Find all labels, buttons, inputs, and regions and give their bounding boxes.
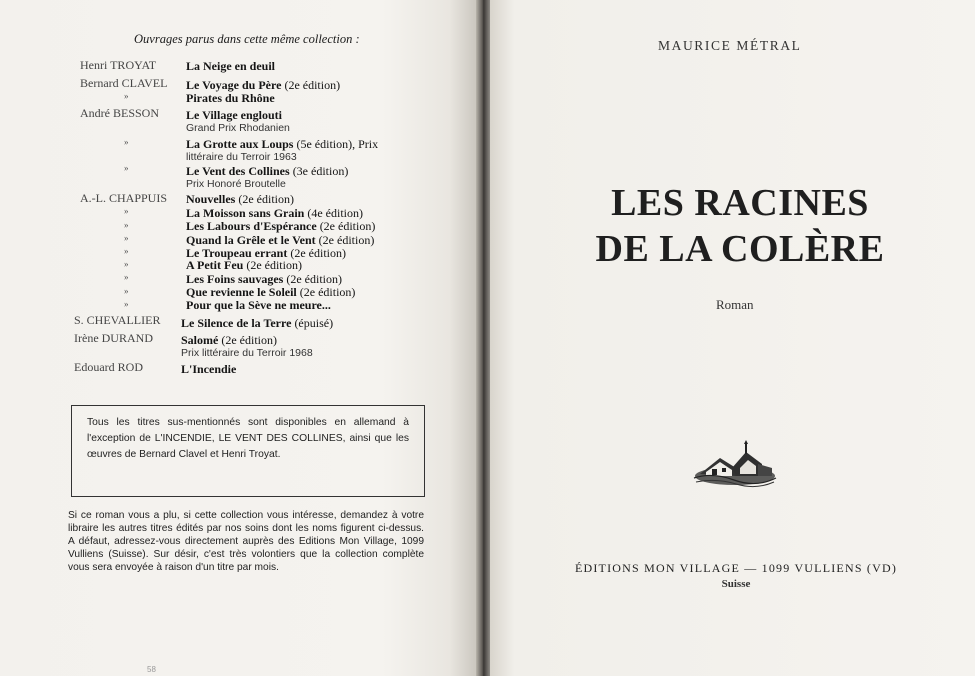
work-title: Pour que la Sève ne meure...	[186, 298, 331, 312]
work-title: Le Village englouti	[186, 108, 282, 122]
work-title: Pirates du Rhône	[186, 91, 275, 105]
collection-heading: Ouvrages parus dans cette même collection :	[134, 32, 360, 46]
work-title: La Moisson sans Grain (4e édition)	[186, 206, 364, 220]
ditto-mark: »	[124, 233, 129, 243]
book-title-line-2: DE LA COLÈRE	[595, 228, 885, 270]
author-name: Henri TROYAT	[80, 58, 157, 72]
work-title: La Neige en deuil	[186, 59, 275, 73]
village-house-icon	[692, 438, 778, 488]
work-title: Le Troupeau errant (2e édition)	[186, 246, 346, 260]
author-name: Irène DURAND	[74, 331, 153, 345]
book-title-line-1: LES RACINES	[611, 182, 869, 224]
publisher-line: ÉDITIONS MON VILLAGE — 1099 VULLIENS (VD)	[574, 561, 898, 575]
work-title: Le Vent des Collines (3e édition)	[186, 164, 349, 178]
work-title: L'Incendie	[181, 362, 237, 376]
author-name: André BESSON	[80, 106, 160, 120]
page-number: 58	[147, 665, 156, 674]
book-title	[560, 180, 920, 272]
ditto-mark: »	[124, 259, 129, 269]
work-title: Que revienne le Soleil (2e édition)	[186, 285, 356, 299]
work-title: Les Labours d'Espérance (2e édition)	[186, 219, 376, 233]
ditto-mark: »	[124, 299, 129, 309]
work-title: Le Silence de la Terre (épuisé)	[181, 316, 334, 330]
author-name: S. CHEVALLIER	[74, 313, 161, 327]
work-award: Prix littéraire du Terroir 1968	[181, 347, 313, 359]
author-name: Bernard CLAVEL	[80, 76, 168, 90]
works-list	[0, 0, 478, 400]
work-award: Grand Prix Rhodanien	[186, 122, 290, 134]
publisher-country: Suisse	[721, 578, 751, 590]
order-paragraph: Si ce roman vous a plu, si cette collection vous intéresse, demandez à votre libraire les autres titres édités par nos soins dont les noms figurent ci-dessus. A défaut, adressez-vous directement auprès des Editions Mon Village, 1099 Vulliens (Suisse). Sur désir, c'est très volontiers que la collection complète vous sera envoyée à raison d'un titre par mois.	[68, 510, 424, 573]
availability-note: Tous les titres sus-mentionnés sont disponibles en allemand à l'exception de L'INCENDIE, LE VENT DES COLLINES, ainsi que les œuvres de Bernard Clavel et Henri Troyat.	[87, 417, 409, 460]
work-title: Quand la Grêle et le Vent (2e édition)	[186, 233, 375, 247]
ditto-mark: »	[124, 163, 129, 173]
ditto-mark: »	[124, 137, 129, 147]
work-title: A Petit Feu (2e édition)	[186, 258, 302, 272]
ditto-mark: »	[124, 286, 129, 296]
ditto-mark: »	[124, 91, 129, 101]
work-title: Salomé (2e édition)	[181, 333, 277, 347]
ditto-mark: »	[124, 246, 129, 256]
work-title: Le Voyage du Père (2e édition)	[186, 78, 341, 92]
work-title: Nouvelles (2e édition)	[186, 192, 294, 206]
author-name: A.-L. CHAPPUIS	[80, 191, 168, 205]
ditto-mark: »	[124, 220, 129, 230]
book-author: MAURICE MÉTRAL	[658, 38, 802, 53]
work-title: La Grotte aux Loups (5e édition), Prix	[186, 137, 379, 151]
ditto-mark: »	[124, 206, 129, 216]
author-name: Edouard ROD	[74, 360, 143, 374]
book-genre: Roman	[716, 297, 754, 312]
work-title: Les Foins sauvages (2e édition)	[186, 272, 343, 286]
book-gutter	[476, 0, 490, 676]
work-award: Prix Honoré Broutelle	[186, 178, 286, 190]
work-award: littéraire du Terroir 1963	[186, 151, 297, 163]
ditto-mark: »	[124, 272, 129, 282]
